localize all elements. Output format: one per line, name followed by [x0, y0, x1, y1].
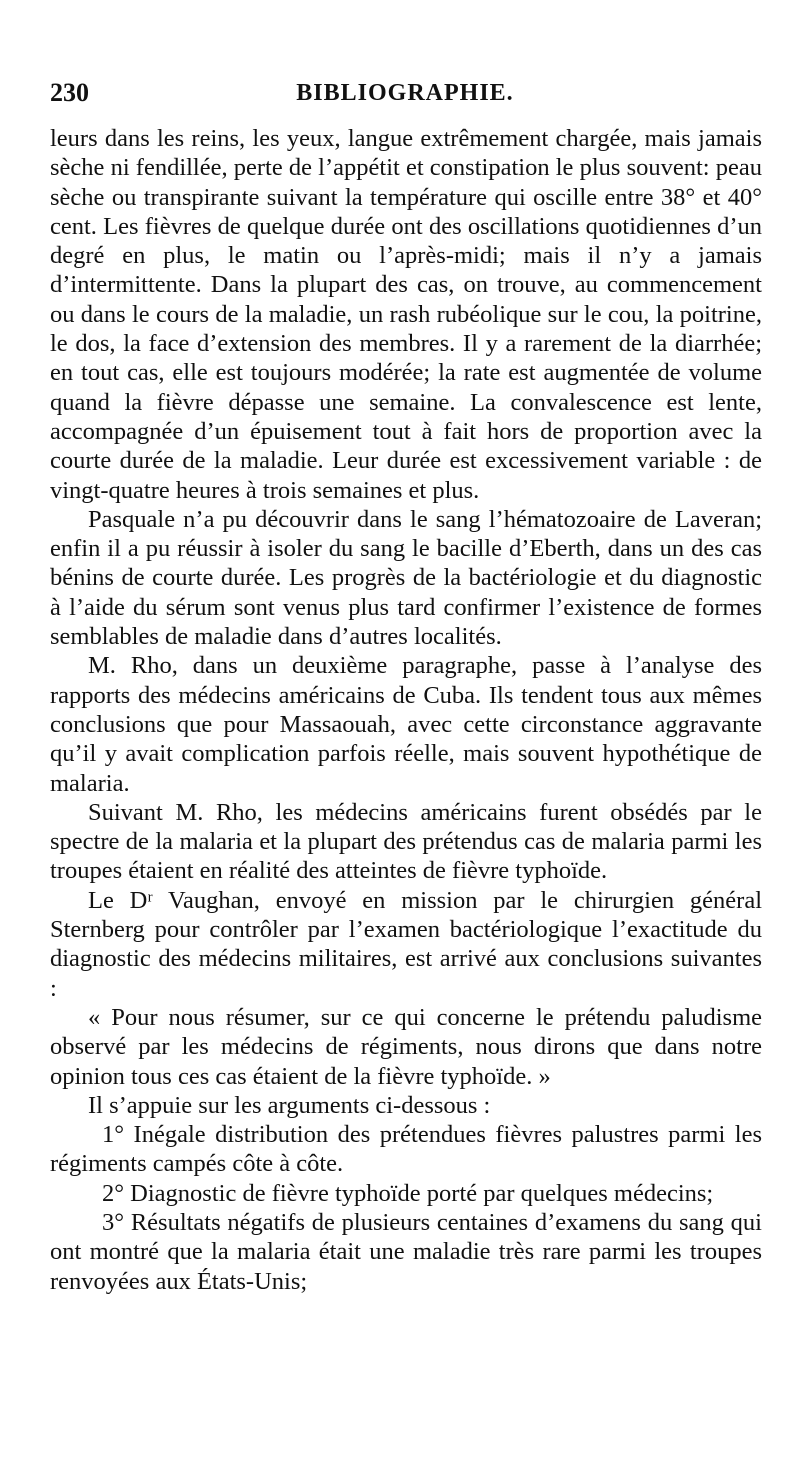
paragraph-rho-opinion: Suivant M. Rho, les médecins américains furent obsédés par le spectre de la malaria et la plupart des prétendus cas de malaria parmi les troupes étaient en réalité des atteintes de fièvre typhoïde. [50, 798, 762, 885]
list-item-2: 2° Diagnostic de fièvre typhoïde porté par quelques médecins; [102, 1179, 714, 1207]
page-header [50, 74, 760, 114]
running-head: BIBLIOGRAPHIE. [296, 80, 514, 106]
list-item-3: 3° Résultats négatifs de plusieurs centaines d’examens du sang qui ont montré que la malaria était une maladie très rare parmi les troupes renvoyées aux États-Unis; [50, 1208, 762, 1295]
page-body [50, 124, 762, 1296]
paragraph-vaughan: Le Dʳ Vaughan, envoyé en mission par le chirurgien général Sternberg pour contrôler par l’examen bactériologique l’exactitude du diagnostic des médecins militaires, est arrivé aux conclusions suivantes : [50, 886, 762, 1002]
paragraph-continued: leurs dans les reins, les yeux, langue extrêmement chargée, mais jamais sèche ni fendillée, perte de l’appétit et constipation le plus souvent: peau sèche ou transpirante suivant la température qui oscille entre 38° et 40° cent. Les fièvres de quelque durée ont des oscillations quotidiennes d’un degré en plus, le matin ou l’après-midi; mais il n’y a jamais d’intermittente. Dans la plupart des cas, on trouve, au commencement ou dans le cours de la maladie, un rash rubéolique sur le cou, la poitrine, le dos, la face d’extension des membres. Il y a rarement de la diarrhée; en tout cas, elle est toujours modérée; la rate est augmentée de volume quand la fièvre dépasse une semaine. La convalescence est lente, accompagnée d’un épuisement tout à fait hors de proportion avec la courte durée de la maladie. Leur durée est excessivement variable : de vingt-quatre heures à trois semaines et plus. [50, 125, 762, 504]
paragraph-rho-analysis: M. Rho, dans un deuxième paragraphe, passe à l’analyse des rapports des médecins américains de Cuba. Ils tendent tous aux mêmes conclusions que pour Massaouah, avec cette circonstance aggravante qu’il y avait complication parfois réelle, mais souvent hypothétique de malaria. [50, 652, 762, 797]
quotation-paragraph: « Pour nous résumer, sur ce qui concerne le prétendu paludisme observé par les médecins de régiments, nous dirons que dans notre opinion tous ces cas étaient de la fièvre typhoïde. » [50, 1003, 762, 1090]
paragraph-arguments-intro: Il s’appuie sur les arguments ci-dessous : [88, 1091, 491, 1119]
list-item-1: 1° Inégale distribution des prétendues fièvres palustres parmi les régiments campés côte à côte. [50, 1121, 762, 1178]
page-number: 230 [50, 78, 89, 107]
paragraph-pasquale: Pasquale n’a pu découvrir dans le sang l’hématozoaire de Laveran; enfin il a pu réussir à isoler du sang le bacille d’Eberth, dans un des cas bénins de courte durée. Les progrès de la bactériologie et du diagnostic à l’aide du sérum sont venus plus tard confirmer l’existence de formes semblables de maladie dans d’autres localités. [50, 505, 762, 651]
